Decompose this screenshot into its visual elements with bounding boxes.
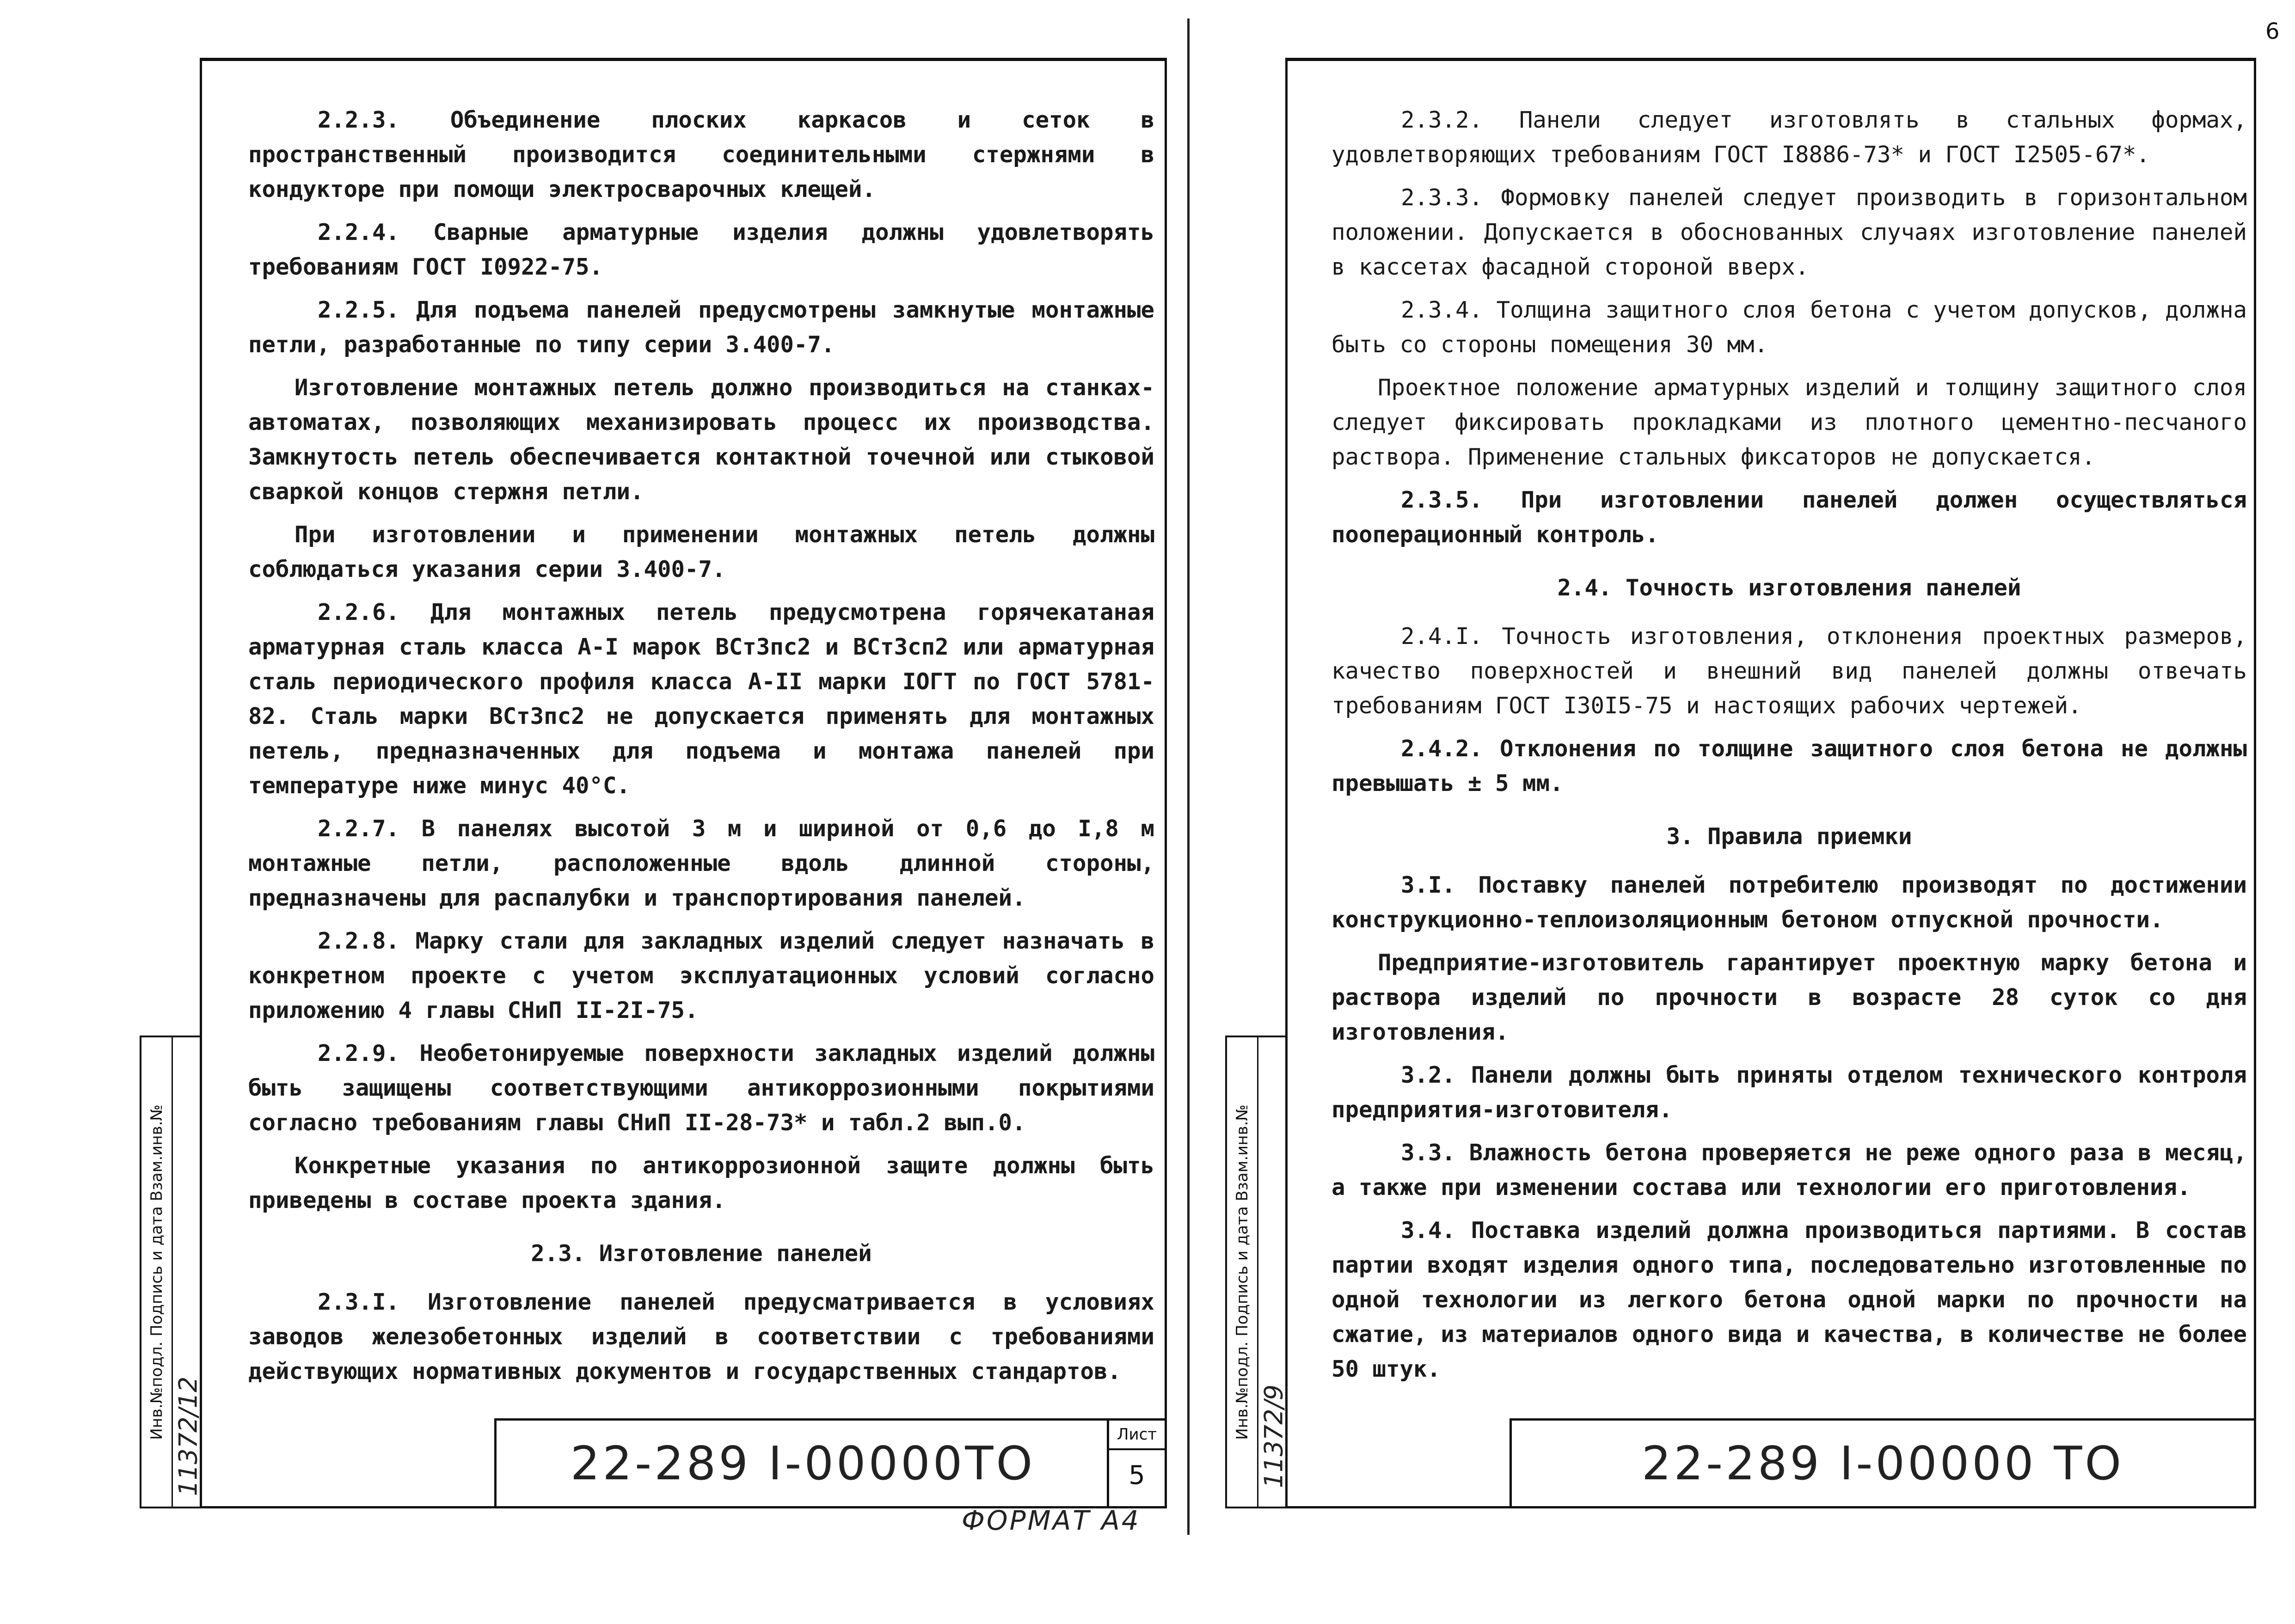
paragraph: 3.3. Влажность бетона проверяется не реже одного раза в месяц, а также при изменении состава или технологии его приготовления. (1332, 1140, 2247, 1201)
sheet-number-box (1107, 1421, 1165, 1506)
paragraph: 2.2.7. В панелях высотой 3 м и шириной от 0,6 до I,8 м монтажные петли, расположенные вдоль длинной стороны, предназначены для распалубки и транспортирования панелей. (248, 815, 1154, 911)
right-text-block (1332, 103, 2247, 1395)
paragraph: 2.3.2. Панели следует изготовлять в стальных формах, удовлетворяющих требованиям ГОСТ I8886-73* и ГОСТ I2505-67*. (1332, 107, 2247, 168)
right-sheet (1285, 58, 2256, 1508)
inventory-number: 11372/12 (173, 1376, 202, 1496)
inventory-number: 11372/9 (1259, 1384, 1288, 1488)
paragraph: 2.3.5. При изготовлении панелей должен осуществляться пооперационный контроль. (1332, 487, 2247, 548)
paragraph: 2.2.5. Для подъема панелей предусмотрены замкнутые монтажные петли, разработанные по типу серии 3.400-7. (248, 297, 1154, 358)
paragraph: При изготовлении и применении монтажных петель должны соблюдаться указания серии 3.400-7. (248, 521, 1154, 582)
paragraph: 2.2.4. Сварные арматурные изделия должны удовлетворять требованиям ГОСТ I0922-75. (248, 219, 1154, 280)
document-code: 22-289 I-00000 ТО (1641, 1436, 2124, 1490)
paragraph: 2.4.I. Точность изготовления, отклонения проектных размеров, качество поверхностей и внешний вид панелей должны отвечать требованиям ГОСТ I30I5-75 и настоящих рабочих чертежей. (1332, 623, 2247, 719)
paragraph: 3.2. Панели должны быть приняты отделом технического контроля предприятия-изготовителя. (1332, 1062, 2247, 1123)
format-label: ФОРМАТ А4 (962, 1505, 1141, 1536)
paragraph: 2.4.2. Отклонения по толщине защитного слоя бетона не должны превышать ± 5 мм. (1332, 735, 2247, 797)
page-divider (1187, 18, 1190, 1535)
stamp-labels: Инв.№подл. Подпись и дата Взам.инв.№ (1233, 1104, 1252, 1440)
paragraph: 3.4. Поставка изделий должна производиться партиями. В состав партии входят изделия одного типа, последовательно изготовленные по одной технологии из легкого бетона одной марки по прочности на сжатие, из материалов одного вида и качества, в количестве не более 50 штук. (1332, 1217, 2247, 1382)
paragraph: Проектное положение арматурных изделий и толщину защитного слоя следует фиксировать прокладками из плотного цементно-песчаного раствора. Применение стальных фиксаторов не допускается. (1332, 374, 2247, 470)
left-stamp-strip (140, 1036, 200, 1508)
sheet-number: 5 (1129, 1460, 1145, 1490)
paragraph: 2.3.3. Формовку панелей следует производить в горизонтальном положении. Допускается в обоснованных случаях изготовление панелей в кассетах фасадной стороной вверх. (1332, 184, 2247, 280)
left-sheet (200, 58, 1167, 1508)
title-block (1510, 1418, 2254, 1506)
left-text-block (248, 103, 1154, 1397)
paragraph: 2.2.3. Объединение плоских каркасов и сеток в пространственный производится соединительными стержнями в кондукторе при помощи электросварочных клещей. (248, 107, 1154, 202)
stamp-labels: Инв.№подл. Подпись и дата Взам.инв.№ (147, 1104, 166, 1440)
sheet-label: Лист (1109, 1421, 1165, 1450)
right-stamp-strip (1225, 1036, 1288, 1508)
paragraph: 2.2.8. Марку стали для закладных изделий следует назначать в конкретном проекте с учетом эксплуатационных условий согласно приложению 4 главы СНиП II-2I-75. (248, 928, 1154, 1023)
paragraph: Предприятие-изготовитель гарантирует проектную марку бетона и раствора изделий по прочности в возрасте 28 суток со дня изготовления. (1332, 950, 2247, 1045)
paragraph: Изготовление монтажных петель должно производиться на станках-автоматах, позволяющих механизировать процесс их производства. Замкнутость петель обеспечивается контактной точечной или стыковой сваркой концов стержня петли. (248, 374, 1154, 505)
paragraph: 3.I. Поставку панелей потребителю производят по достижении конструкционно-теплоизоляционным бетоном отпускной прочности. (1332, 872, 2247, 933)
section-heading: 3. Правила приемки (1666, 823, 1912, 850)
section-heading: 2.4. Точность изготовления панелей (1557, 575, 2021, 601)
paragraph: Конкретные указания по антикоррозионной защите должны быть приведены в составе проекта здания. (248, 1152, 1154, 1213)
title-block (494, 1418, 1165, 1506)
page-number: 6 (2265, 18, 2280, 44)
section-heading: 2.3. Изготовление панелей (531, 1240, 872, 1267)
document-code: 22-289 I-00000ТО (570, 1436, 1036, 1490)
paragraph: 2.3.I. Изготовление панелей предусматривается в условиях заводов железобетонных изделий в соответствии с требованиями действующих нормативных документов и государственных стандартов. (248, 1289, 1154, 1385)
paragraph: 2.2.6. Для монтажных петель предусмотрена горячекатаная арматурная сталь класса А-I марок ВСт3пс2 и ВСт3сп2 или арматурная сталь периодического профиля класса А-II марки IОГТ по ГОСТ 5781-82. Сталь марки ВСт3пс2 не допускается применять для монтажных петель, предназначенных для подъема и монтажа панелей при температуре ниже минус 40°С. (248, 599, 1154, 799)
paragraph: 2.3.4. Толщина защитного слоя бетона с учетом допусков, должна быть со стороны помещения 30 мм. (1332, 297, 2247, 358)
paragraph: 2.2.9. Необетонируемые поверхности закладных изделий должны быть защищены соответствующими антикоррозионными покрытиями согласно требованиям главы СНиП II-28-73* и табл.2 вып.0. (248, 1040, 1154, 1136)
